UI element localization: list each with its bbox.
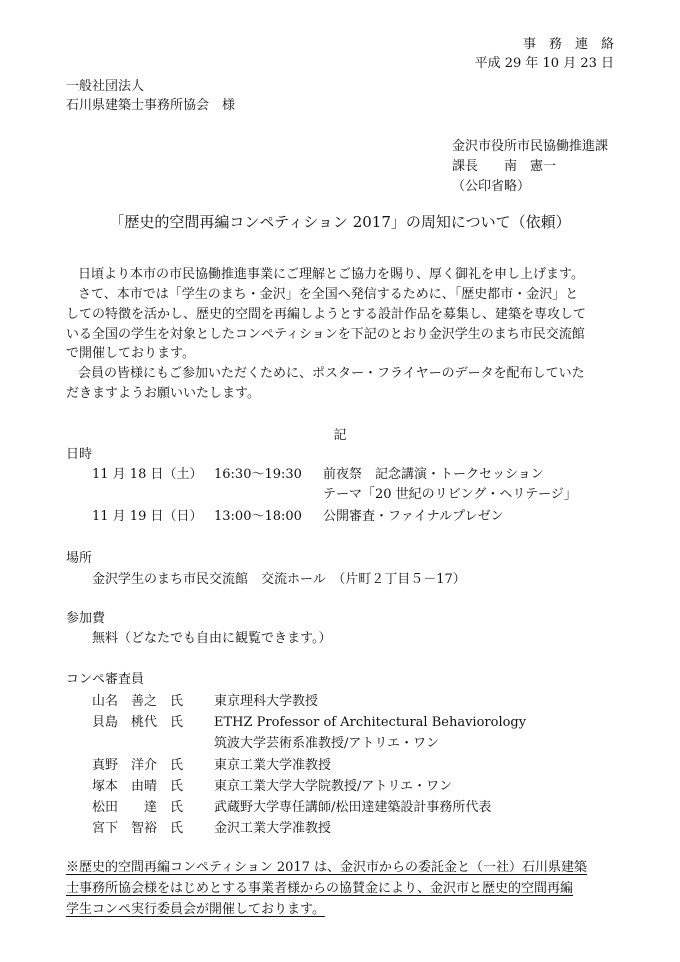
schedule-date-1: 11 月 18 日（土） bbox=[92, 467, 203, 482]
schedule-heading: 日時 bbox=[66, 447, 93, 462]
ki-marker: 記 bbox=[333, 428, 347, 443]
schedule-desc-2: テーマ「20 世紀のリビング・ヘリテージ」 bbox=[323, 487, 577, 502]
judge-title-1: 東京理科大学教授 bbox=[214, 694, 319, 709]
note-line-2: 士事務所協会様をはじめとする事業者様からの協賛金により、金沢市と歴史的空間再編 bbox=[66, 881, 574, 896]
seal-omitted: （公印省略） bbox=[452, 179, 531, 194]
sender-name: 課長 南 憲一 bbox=[452, 159, 557, 174]
judge-title-3: 東京工業大学准教授 bbox=[214, 758, 332, 773]
body-line-3: しての特徴を活かし、歴史的空間を再編しようとする設計作品を募集し、建築を専攻して bbox=[66, 307, 587, 322]
note-line-3: 学生コンペ実行委員会が開催しております。 bbox=[66, 902, 325, 917]
schedule-time-2: 13:00～18:00 bbox=[214, 509, 302, 524]
schedule-desc-1: 前夜祭 記念講演・トークセッション bbox=[323, 467, 544, 482]
judge-name-3: 真野 洋介 氏 bbox=[92, 758, 184, 773]
judge-name-1: 山名 善之 氏 bbox=[92, 694, 184, 709]
body-line-2: さて、本市では「学生のまち・金沢」を全国へ発信するために、「歴史都市・金沢」と bbox=[78, 287, 579, 302]
judge-name-6: 宮下 智裕 氏 bbox=[92, 821, 184, 836]
recipient-org-type: 一般社団法人 bbox=[66, 79, 145, 94]
body-line-1: 日頃より本市の市民協働推進事業にご理解とご協力を賜り、厚く御礼を申し上げます。 bbox=[78, 267, 584, 282]
schedule-date-2: 11 月 19 日（日） bbox=[92, 509, 203, 524]
body-line-5: で開催しております。 bbox=[66, 346, 195, 361]
judge-title-6: 金沢工業大学准教授 bbox=[214, 821, 332, 836]
judge-title-4: 東京工業大学大学院教授/アトリエ・ワン bbox=[214, 779, 453, 794]
sender-dept: 金沢市役所市民協働推進課 bbox=[452, 139, 609, 154]
body-line-4: いる全国の学生を対象としたコンペティションを下記のとおり金沢学生のまち市民交流館 bbox=[66, 327, 585, 342]
judge-name-2: 貝島 桃代 氏 bbox=[92, 715, 184, 730]
schedule-desc-3: 公開審査・ファイナルプレゼン bbox=[323, 509, 504, 524]
body-line-6: 会員の皆様にもご参加いただくために、ポスター・フライヤーのデータを配布していた bbox=[78, 366, 585, 381]
judge-title-2: ETHZ Professor of Architectural Behaviorology bbox=[214, 715, 527, 730]
recipient-name: 石川県建築士事務所協会 様 bbox=[66, 98, 236, 113]
judges-heading: コンペ審査員 bbox=[66, 672, 145, 687]
doc-date: 平成 29 年 10 月 23 日 bbox=[474, 56, 614, 71]
judge-title-2b: 筑波大学芸術系准教授/アトリエ・ワン bbox=[214, 736, 440, 751]
judge-name-4: 塚本 由晴 氏 bbox=[92, 779, 184, 794]
doc-type: 事 務 連 絡 bbox=[522, 37, 614, 52]
body-line-7: だきますようお願いいたします。 bbox=[66, 386, 260, 401]
document-title: 「歴史的空間再編コンペティション 2017」の周知について（依頼） bbox=[109, 213, 571, 231]
note-line-1: ※歴史的空間再編コンペティション 2017 は、金沢市からの委託金と（一社）石川県建築 bbox=[66, 860, 588, 875]
fee-heading: 参加費 bbox=[66, 611, 106, 626]
venue-heading: 場所 bbox=[66, 551, 93, 566]
venue-text: 金沢学生のまち市民交流館 交流ホール （片町２丁目５－17） bbox=[92, 572, 466, 587]
judge-title-5: 武蔵野大学専任講師/松田達建築設計事務所代表 bbox=[214, 800, 492, 815]
schedule-time-1: 16:30～19:30 bbox=[214, 467, 302, 482]
judge-name-5: 松田 達 氏 bbox=[92, 800, 184, 815]
fee-text: 無料（どなたでも自由に観覧できます。） bbox=[92, 631, 332, 646]
